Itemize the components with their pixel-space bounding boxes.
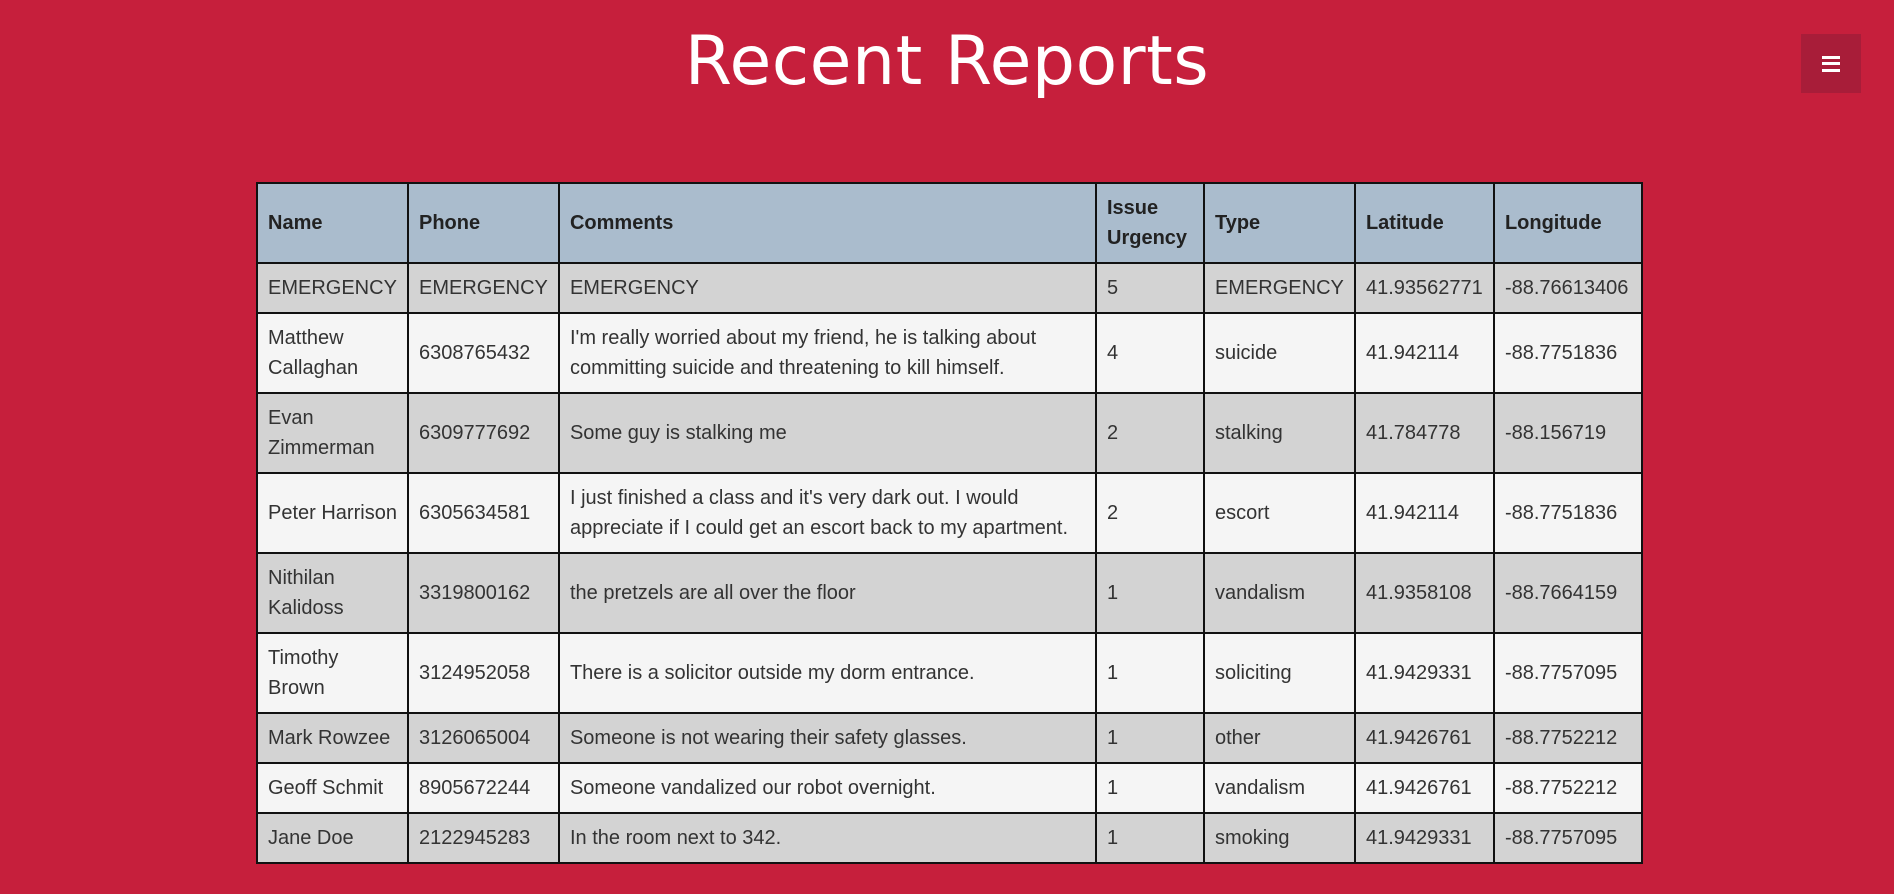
cell-comments: I'm really worried about my friend, he is talking about committing suicide and threatening to kill himself. [559, 313, 1096, 393]
cell-latitude: 41.9429331 [1355, 633, 1494, 713]
cell-comments: EMERGENCY [559, 263, 1096, 313]
cell-name: Peter Harrison [257, 473, 408, 553]
column-header-name: Name [257, 183, 408, 263]
cell-type: vandalism [1204, 763, 1355, 813]
cell-latitude: 41.784778 [1355, 393, 1494, 473]
cell-urgency: 5 [1096, 263, 1204, 313]
menu-button[interactable] [1801, 34, 1861, 93]
cell-name: Timothy Brown [257, 633, 408, 713]
cell-longitude: -88.7752212 [1494, 763, 1642, 813]
cell-latitude: 41.942114 [1355, 473, 1494, 553]
column-header-type: Type [1204, 183, 1355, 263]
cell-longitude: -88.7751836 [1494, 313, 1642, 393]
cell-name: Geoff Schmit [257, 763, 408, 813]
cell-comments: the pretzels are all over the floor [559, 553, 1096, 633]
column-header-comments: Comments [559, 183, 1096, 263]
column-header-latitude: Latitude [1355, 183, 1494, 263]
cell-latitude: 41.9358108 [1355, 553, 1494, 633]
cell-type: soliciting [1204, 633, 1355, 713]
table-row [257, 393, 1642, 473]
table-row [257, 473, 1642, 553]
cell-phone: 2122945283 [408, 813, 559, 863]
cell-comments: I just finished a class and it's very dark out. I would appreciate if I could get an escort back to my apartment. [559, 473, 1096, 553]
cell-urgency: 1 [1096, 553, 1204, 633]
cell-phone: 8905672244 [408, 763, 559, 813]
table-row [257, 313, 1642, 393]
cell-phone: EMERGENCY [408, 263, 559, 313]
cell-longitude: -88.7757095 [1494, 633, 1642, 713]
cell-urgency: 1 [1096, 813, 1204, 863]
cell-longitude: -88.156719 [1494, 393, 1642, 473]
cell-urgency: 1 [1096, 633, 1204, 713]
cell-longitude: -88.7751836 [1494, 473, 1642, 553]
table-row [257, 813, 1642, 863]
table-row [257, 763, 1642, 813]
cell-type: vandalism [1204, 553, 1355, 633]
table-header-row [257, 183, 1642, 263]
cell-urgency: 2 [1096, 393, 1204, 473]
cell-latitude: 41.93562771 [1355, 263, 1494, 313]
cell-name: EMERGENCY [257, 263, 408, 313]
cell-latitude: 41.9426761 [1355, 763, 1494, 813]
table-row [257, 263, 1642, 313]
column-header-longitude: Longitude [1494, 183, 1642, 263]
cell-name: Nithilan Kalidoss [257, 553, 408, 633]
cell-longitude: -88.7752212 [1494, 713, 1642, 763]
cell-name: Evan Zimmerman [257, 393, 408, 473]
cell-latitude: 41.9426761 [1355, 713, 1494, 763]
cell-comments: Some guy is stalking me [559, 393, 1096, 473]
column-header-issue-urgency: Issue Urgency [1096, 183, 1204, 263]
cell-latitude: 41.942114 [1355, 313, 1494, 393]
cell-longitude: -88.7757095 [1494, 813, 1642, 863]
table-row [257, 713, 1642, 763]
cell-name: Jane Doe [257, 813, 408, 863]
cell-type: stalking [1204, 393, 1355, 473]
cell-urgency: 1 [1096, 763, 1204, 813]
cell-latitude: 41.9429331 [1355, 813, 1494, 863]
cell-urgency: 1 [1096, 713, 1204, 763]
cell-urgency: 2 [1096, 473, 1204, 553]
table-row [257, 633, 1642, 713]
cell-phone: 3319800162 [408, 553, 559, 633]
cell-phone: 3124952058 [408, 633, 559, 713]
page-title: Recent Reports [684, 22, 1210, 101]
cell-comments: There is a solicitor outside my dorm entrance. [559, 633, 1096, 713]
table-row [257, 553, 1642, 633]
cell-phone: 6308765432 [408, 313, 559, 393]
reports-table [256, 182, 1643, 864]
cell-type: escort [1204, 473, 1355, 553]
hamburger-menu-icon [1822, 56, 1840, 72]
cell-name: Matthew Callaghan [257, 313, 408, 393]
cell-name: Mark Rowzee [257, 713, 408, 763]
cell-comments: Someone is not wearing their safety glasses. [559, 713, 1096, 763]
cell-type: smoking [1204, 813, 1355, 863]
column-header-phone: Phone [408, 183, 559, 263]
cell-comments: In the room next to 342. [559, 813, 1096, 863]
cell-phone: 6305634581 [408, 473, 559, 553]
cell-phone: 6309777692 [408, 393, 559, 473]
cell-urgency: 4 [1096, 313, 1204, 393]
cell-longitude: -88.7664159 [1494, 553, 1642, 633]
cell-type: suicide [1204, 313, 1355, 393]
cell-type: other [1204, 713, 1355, 763]
cell-comments: Someone vandalized our robot overnight. [559, 763, 1096, 813]
cell-phone: 3126065004 [408, 713, 559, 763]
cell-type: EMERGENCY [1204, 263, 1355, 313]
cell-longitude: -88.76613406 [1494, 263, 1642, 313]
